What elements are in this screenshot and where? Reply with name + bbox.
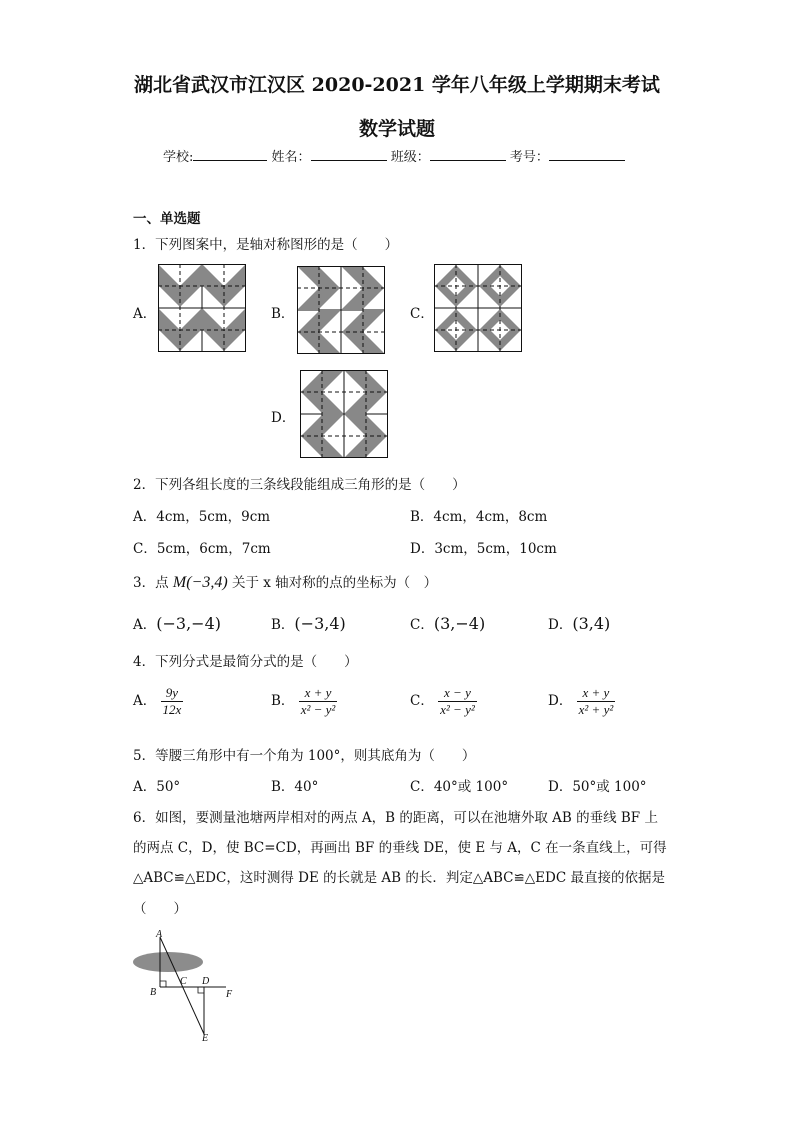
q4-option-a-label: A． (133, 693, 157, 709)
q1-label-b: B． (271, 306, 295, 322)
pond-figure (128, 925, 248, 1045)
q3-point: M(−3,4) (172, 574, 228, 591)
q4-option-c (410, 685, 477, 718)
q3-option-a (133, 613, 221, 633)
q3-option-a-label: A． (133, 617, 157, 633)
q2-option-d: D．3cm，5cm，10cm (410, 541, 557, 557)
q2-option-c: C．5cm，6cm，7cm (133, 541, 271, 557)
q2-option-a: A．4cm，5cm，9cm (133, 509, 271, 525)
q4-option-c-fraction (438, 685, 477, 718)
q4-d-denominator: x² + y² (578, 702, 614, 717)
point-b-label: B (150, 987, 157, 998)
q1-label-c: C． (410, 306, 434, 322)
pattern-a-figure (158, 264, 246, 352)
school-label: 学校: (163, 150, 194, 165)
pattern-b-figure (297, 266, 385, 354)
q3-stem-post: 关于 x 轴对称的点的坐标为（ ） (227, 575, 438, 591)
number-blank[interactable] (549, 146, 625, 161)
q5-option-b: B．40° (271, 779, 319, 795)
q3-option-b (271, 613, 346, 633)
q4-a-numerator: 9y (161, 685, 184, 702)
school-blank[interactable] (193, 146, 267, 161)
name-blank[interactable] (311, 146, 387, 161)
q4-b-denominator: x² − y² (300, 702, 336, 717)
q3-option-d (548, 613, 610, 633)
pattern-c-figure (434, 264, 522, 352)
q1-label-a: A． (133, 306, 157, 322)
q3-option-b-label: B． (271, 617, 295, 633)
q4-option-a-fraction (161, 685, 184, 718)
name-label: 姓名： (271, 150, 311, 165)
q4-stem: 4．下列分式是最简分式的是（ ） (133, 654, 358, 670)
q4-option-d (548, 685, 615, 718)
q4-option-b (271, 685, 337, 718)
section-heading: 一、单选题 (133, 211, 201, 227)
q6-line-1: 6．如图，要测量池塘两岸相对的两点 A，B 的距离，可以在池塘外取 AB 的垂线 BF 上 (133, 810, 658, 826)
q4-option-d-label: D． (548, 693, 573, 709)
page-title: 湖北省武汉市江汉区 2020-2021 学年八年级上学期期末考试 (134, 74, 660, 96)
point-a-label: A (156, 929, 163, 940)
q1-stem: 1．下列图案中，是轴对称图形的是（ ） (133, 237, 399, 253)
q4-option-a (133, 685, 183, 718)
q4-option-b-fraction (299, 685, 338, 718)
q3-stem-pre: 3．点 (133, 575, 173, 591)
page-subtitle: 数学试题 (358, 118, 435, 140)
point-f-label: F (226, 989, 233, 1000)
pattern-d-figure (300, 370, 388, 458)
q3-option-c (410, 613, 485, 633)
q3-option-c-value: (3,−4) (433, 614, 486, 633)
q4-c-denominator: x² − y² (440, 702, 475, 717)
point-e-label: E (202, 1033, 209, 1044)
q2-option-b: B．4cm，4cm，8cm (410, 509, 548, 525)
q1-label-d: D． (271, 410, 296, 426)
q5-option-d: D．50°或 100° (548, 779, 647, 795)
q2-stem: 2．下列各组长度的三条线段能组成三角形的是（ ） (133, 477, 466, 493)
info-fields (163, 146, 625, 165)
point-c-label: C (180, 976, 187, 987)
q3-option-d-label: D． (548, 617, 573, 633)
q6-line-3: △ABC≌△EDC，这时测得 DE 的长就是 AB 的长．判定△ABC≌△EDC 最直接的依据是 (133, 870, 665, 886)
q4-a-denominator: 12x (162, 702, 182, 717)
q5-stem: 5．等腰三角形中有一个角为 100°，则其底角为（ ） (133, 748, 476, 764)
q5-option-a: A．50° (133, 779, 181, 795)
q3-stem (133, 571, 437, 592)
q4-option-c-label: C． (410, 693, 434, 709)
q4-b-numerator: x + y (299, 685, 338, 702)
q4-option-d-fraction (577, 685, 616, 718)
number-label: 考号： (509, 150, 549, 165)
q4-c-numerator: x − y (438, 685, 477, 702)
q6-line-2: 的两点 C，D，使 BC=CD，再画出 BF 的垂线 DE，使 E 与 A，C 在一条直线上，可得 (133, 840, 667, 856)
class-blank[interactable] (430, 146, 506, 161)
class-label: 班级： (390, 150, 430, 165)
q6-line-4: （ ） (133, 901, 187, 917)
q4-option-b-label: B． (271, 693, 295, 709)
q5-option-c: C．40°或 100° (410, 779, 509, 795)
q3-option-c-label: C． (410, 617, 434, 633)
q3-option-d-value: (3,4) (572, 614, 611, 633)
q4-d-numerator: x + y (577, 685, 616, 702)
point-d-label: D (202, 976, 210, 987)
q3-option-a-value: (−3,−4) (156, 614, 221, 633)
q3-option-b-value: (−3,4) (294, 614, 346, 633)
